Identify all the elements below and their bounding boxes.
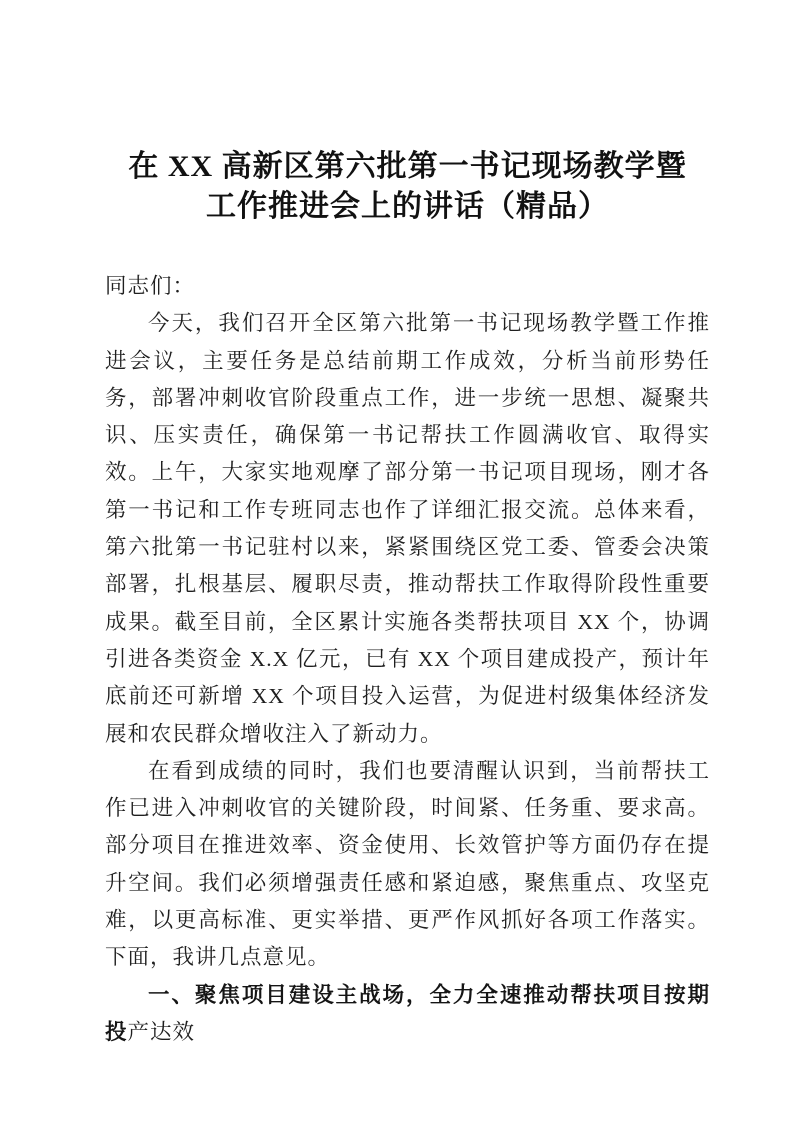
paragraph-salutation: 同志们： xyxy=(105,274,196,298)
title-line-1: 在 XX 高新区第六批第一书记现场教学暨 xyxy=(128,150,687,183)
paragraph-work-summary: 今天，我们召开全区第六批第一书记现场教学暨工作推进会议，主要任务是总结前期工作成效，分析当前形势任务，部署冲刺收官阶段重点工作，进一步统一思想、凝聚共识、压实责任，确保第一书记帮扶工作圆满收官、取得实效。上午，大家实地观摩了部分第一书记项目现场，刚才各第一书记和工作专班同志也作了详细汇报交流。总体来看，第六批第一书记驻村以来，紧紧围绕区党工委、管委会决策部署，扎根基层、履职尽责，推动帮扶工作取得阶段性重要成果。截至目前，全区累计实施各类帮扶项目 XX 个，协调引进各类资金 X.X 亿元，已有 XX 个项目建成投产，预计年底前还可新增 XX 个项目投入运营，为促进村级集体经济发展和农民群众增收注入了新动力。 xyxy=(105,311,710,746)
section-heading-1-regular-text: 产达效 xyxy=(127,1019,196,1044)
title-line-2: 工作推进会上的讲话（精品） xyxy=(206,190,609,223)
section-heading-1-bold-text: 一、聚焦项目建设主战场，全力全速推动帮扶项目按期投 xyxy=(105,982,710,1044)
document-body xyxy=(105,268,710,1051)
section-heading-1 xyxy=(105,977,710,1052)
paragraph-situation-analysis: 在看到成绩的同时，我们也要清醒认识到，当前帮扶工作已进入冲刺收官的关键阶段，时间紧、任务重、要求高。部分项目在推进效率、资金使用、长效管护等方面仍存在提升空间。我们必须增强责任感和紧迫感，聚焦重点、攻坚克难，以更高标准、更实举措、更严作风抓好各项工作落实。下面，我讲几点意见。 xyxy=(105,758,710,970)
document-title xyxy=(105,147,710,227)
